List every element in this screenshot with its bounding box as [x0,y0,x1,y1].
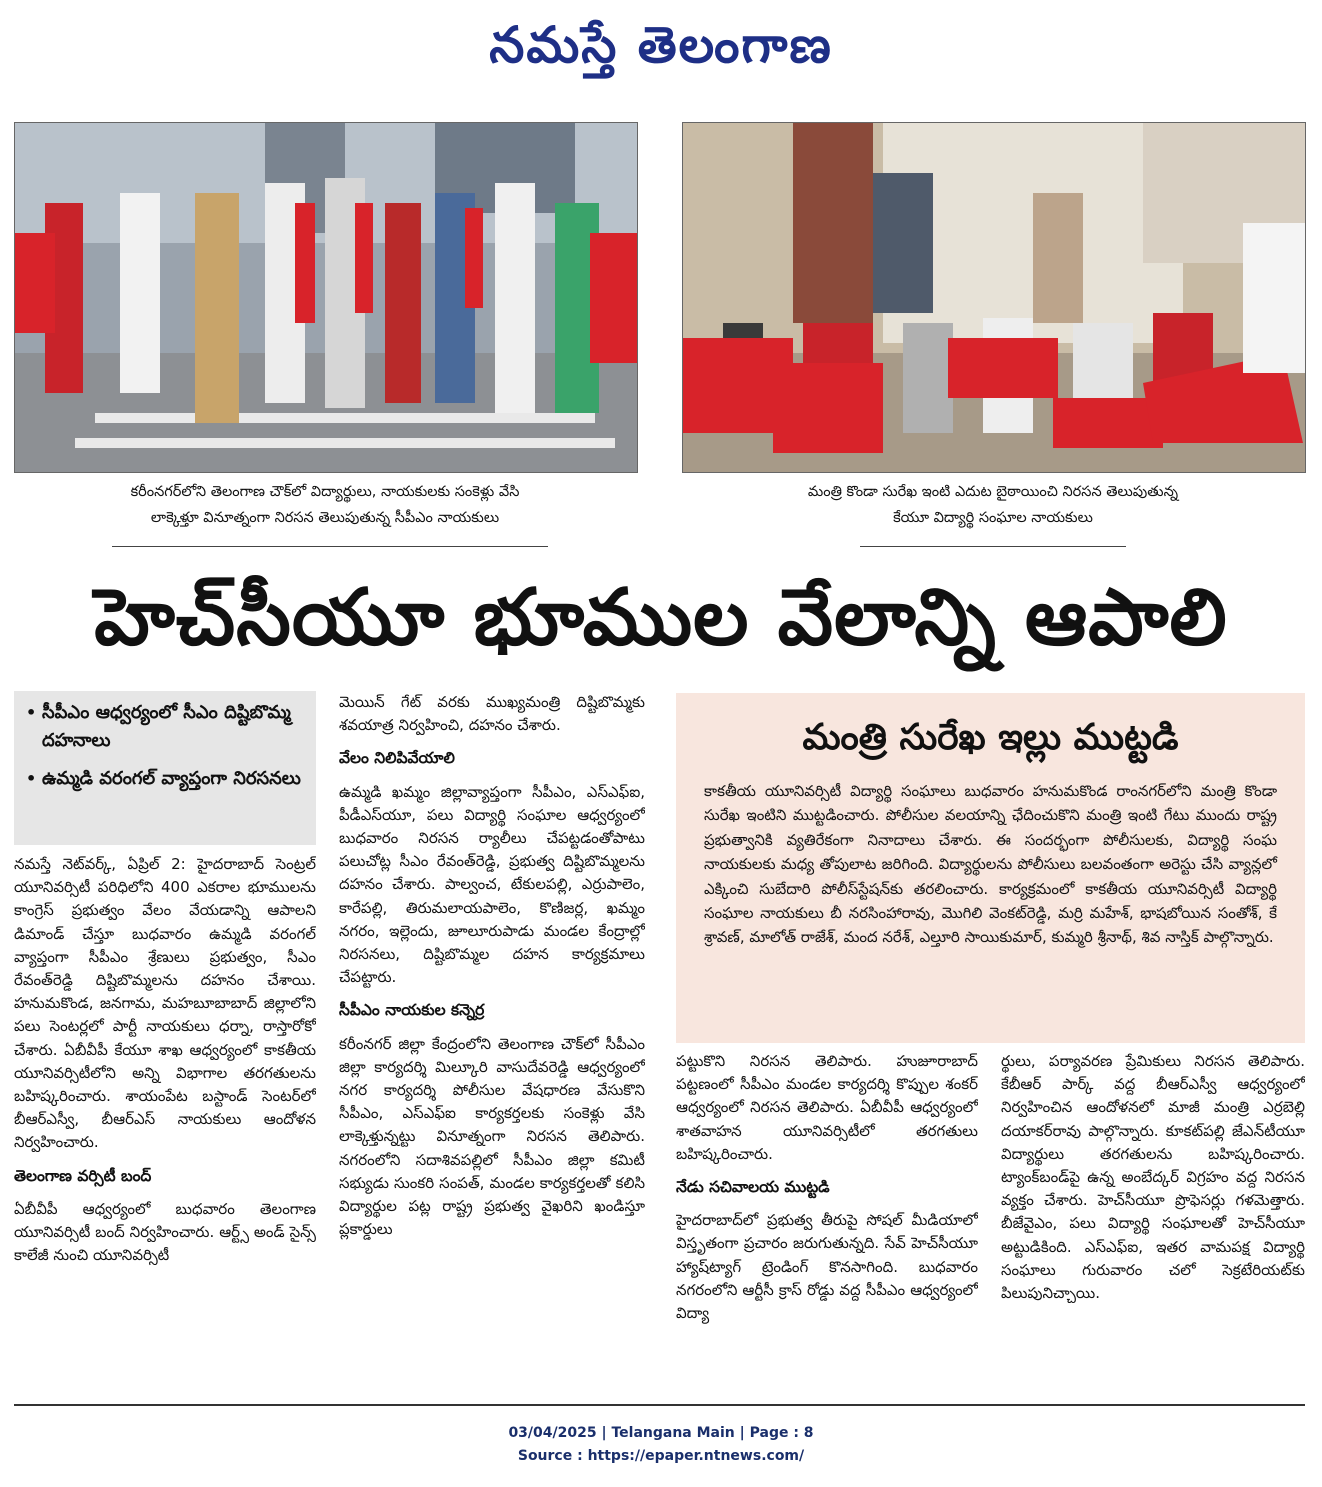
main-headline: హెచ్‌సీయూ భూముల వేలాన్ని ఆపాలి [94,573,1228,663]
subheading-stop-auction: వేలం నిలిపివేయాలి [339,749,455,768]
subheading-cpm-leaders-anger: సీపీఎం నాయకుల కన్నెర్ర [339,1001,485,1020]
caption-rule-right [860,546,1126,547]
sidebar-story-title: మంత్రి సురేఖ ఇల్లు ముట్టడి [802,717,1179,758]
column-3-paragraph-1: పట్టుకొని నిరసన తెలిపారు. హుజూరాబాద్ పట్టణంలో సీపీఎం మండల కార్యదర్శి కొప్పుల శంకర్ ఆధ్వర్యంలో నిరసన తెలిపారు. ఏబీవీపీ ఆధ్వర్యంలో శాతవాహన యూనివర్సిటీలో తరగతులు బహిష్కరించారు. [676,1052,978,1163]
subheading-telangana-varsity-bandh: తెలంగాణ వర్సిటీ బంద్ [14,1166,152,1185]
article-column-2 [339,691,645,1395]
highlight-text-2: ఉమ్మడి వరంగల్ వ్యాప్తంగా నిరసనలు [42,768,301,789]
caption-left-line1: కరీంనగర్‌లోని తెలంగాణ చౌక్‌లో విద్యార్థులు, నాయకులకు సంకెళ్లు వేసి [130,484,520,500]
article-column-1 [14,853,316,1395]
footer-date-page: 03/04/2025 | Telangana Main | Page : 8 [508,1425,814,1441]
subheading-secretariat-siege: నేడు సచివాలయ ముట్టడి [676,1178,830,1197]
column-2-paragraph-1: మెయిన్ గేట్ వరకు ముఖ్యమంత్రి దిష్టిబొమ్మకు శవయాత్ర నిర్వహించి, దహనం చేశారు. [339,693,645,735]
article-column-3 [676,1050,978,1395]
footer-source-link[interactable]: Source : https://epaper.ntnews.com/ [517,1448,805,1464]
caption-rule-left [112,546,548,547]
highlights-box [14,691,316,845]
protest-photo-left [14,122,638,473]
column-1-paragraph-1: నమస్తే నెట్‌వర్క్, ఏప్రిల్ 2: హైదరాబాద్ సెంట్రల్ యూనివర్సిటీ పరిధిలోని 400 ఎకరాల భూములను కాంగ్రెస్ ప్రభుత్వం వేలం వేయడాన్ని ఆపాలని డిమాండ్ చేస్తూ బుధవారం ఉమ్మడి వరంగల్ వ్యాప్తంగా సీపీఎం శ్రేణులు ప్రభుత్వం, సీఎం రేవంత్‌రెడ్డి దిష్టిబొమ్మలను దహనం చేశాయి. హనుమకొండ, జనగామ, మహబూబాబాద్ జిల్లాలోని పలు సెంటర్లలో పార్టీ నాయకులు ధర్నా, రాస్తారోకో చేశారు. ఏబీవీపీ కేయూ శాఖ ఆధ్వర్యంలో కాకతీయ యూనివర్సిటీలోని అన్ని విభాగాల తరగతులను బహిష్కరించారు. శాయంపేట బస్టాండ్ సెంటర్‌లో బీఆర్ఎస్వీ, బీఆర్ఎస్ నాయకులు ఆందోళన నిర్వహించారు. [14,855,316,1152]
column-2-paragraph-2: ఉమ్మడి ఖమ్మం జిల్లావ్యాప్తంగా సీపీఎం, ఎస్ఎఫ్ఐ, పీడీఎస్‌యూ, పలు విద్యార్థి సంఘాల ఆధ్వర్యంలో బుధవారం నిరసన ర్యాలీలు చేపట్టడంతోపాటు పలుచోట్ల సీఎం రేవంత్‌రెడ్డి, ప్రభుత్వ దిష్టిబొమ్మలను దహనం చేశారు. పాల్వంచ, టేకులపల్లి, ఎర్రుపాలెం, కారేపల్లి, తిరుమలాయపాలెం, కొణిజర్ల, ఖమ్మం నగరం, ఇల్లెందు, జూలూరుపాడు మండల కేంద్రాల్లో నిరసనలు, దిష్టిబొమ్మల దహన కార్యక్రమాలు చేపట్టారు. [339,782,645,987]
highlight-item-1 [26,699,304,755]
column-3-paragraph-2: హైదరాబాద్‌లో ప్రభుత్వ తీరుపై సోషల్ మీడియాలో విస్తృతంగా ప్రచారం జరుగుతున్నది. సేవ్ హెచ్‌సీయూ హ్యాష్‌ట్యాగ్ ట్రెండింగ్ కొనసాగింది. బుధవారం నగరంలోని ఆర్టీసీ క్రాస్ రోడ్డు వద్ద సీపీఎం ఆధ్వర్యంలో విద్యా [676,1211,978,1323]
caption-left-line2: లాక్కెళ్తూ వినూత్నంగా నిరసన తెలుపుతున్న సీపీఎం నాయకులు [150,510,500,526]
column-4-paragraph-1: ర్థులు, పర్యావరణ ప్రేమికులు నిరసన తెలిపారు. కేబీఆర్ పార్క్ వద్ద బీఆర్ఎస్వీ ఆధ్వర్యంలో నిర్వహించిన ఆందోళనలో మాజీ మంత్రి ఎర్రబెల్లి దయాకర్‌రావు పాల్గొన్నారు. కూకట్‌పల్లి జేఎన్‌టీయూ విద్యార్థులు తరగతులను బహిష్కరించారు. ట్యాంక్‌బండ్‌పై ఉన్న అంబేద్కర్ విగ్రహం వద్ద నిరసన వ్యక్తం చేశారు. హెచ్‌సీయూ ప్రొఫెసర్లు గళమెత్తారు. బీజేవైఎం, పలు విద్యార్థి సంఘాలతో హెచ్‌సీయూ అట్టుడికింది. ఎస్ఎఫ్ఐ, ఇతర వామపక్ష విద్యార్థి సంఘాలు గురువారం చలో సెక్రటేరియట్‌కు పిలుపునిచ్చాయి. [1001,1052,1305,1303]
sidebar-story-text: కాకతీయ యూనివర్సిటీ విద్యార్థి సంఘాలు బుధవారం హనుమకొండ రాంనగర్‌లోని మంత్రి కొండా సురేఖ ఇంటిని ముట్టడించారు. పోలీసుల వలయాన్ని ఛేదించుకొని మంత్రి ఇంటి గేటు ముందు రాష్ట్ర ప్రభుత్వానికి వ్యతిరేకంగా నినాదాలు చేశారు. ఈ సందర్భంగా పోలీసులకు, విద్యార్థి సంఘ నాయకులకు మధ్య తోపులాట జరిగింది. విద్యార్థులను పోలీసులు బలవంతంగా అరెస్టు చేసి వ్యాన్లలో ఎక్కించి సుబేదారి పోలీస్‌స్టేషన్‌కు తరలించారు. కార్యక్రమంలో కాకతీయ యూనివర్సిటీ విద్యార్థి సంఘాల నాయకులు బీ నరసింహారావు, మొగిలి వెంకట్‌రెడ్డి, మర్రి మహేశ్, భాషబోయిన సంతోశ్, కే శ్రావణ్, మాలోత్ రాజేశ్, మంద నరేశ్, ఎల్తూరి సాయికుమార్, కుమ్మరి శ్రీనాథ్, శివ నాస్తిక్ పాల్గొన్నారు. [704,782,1277,947]
masthead-logo: నమస్తే తెలంగాణ [489,15,833,74]
sidebar-story-box [676,693,1305,1043]
photo-caption-left [14,479,636,531]
protest-photo-right [682,122,1306,473]
column-1-paragraph-2: ఏబీవీపీ ఆధ్వర్యంలో బుధవారం తెలంగాణ యూనివర్సిటీ బంద్ నిర్వహించారు. ఆర్ట్స్ అండ్ సైన్స్ కాలేజీ నుంచి యూనివర్సిటీ [14,1199,316,1265]
footer-rule [14,1404,1305,1406]
column-2-paragraph-3: కరీంనగర్ జిల్లా కేంద్రంలోని తెలంగాణ చౌక్‌లో సీపీఎం జిల్లా కార్యదర్శి మిల్కూరి వాసుదేవరెడ్డి ఆధ్వర్యంలో నగర కార్యదర్శి పోలీసుల వేషధారణ వేసుకొని సీపీఎం, ఎస్ఎఫ్ఐ కార్యకర్తలకు సంకెళ్లు వేసి లాక్కెళ్తున్నట్టు వినూత్నంగా నిరసన తెలిపారు. నగరంలోని సదాశివపల్లిలో సీపీఎం జిల్లా కమిటీ సభ్యుడు సుంకరి సంపత్, మండల కార్యకర్తలతో కలిసి విద్యార్థుల పట్ల రాష్ట్ర ప్రభుత్వ వైఖరిని ఖండిస్తూ ప్లకార్డులు [339,1034,645,1239]
photo-caption-right [682,479,1304,531]
caption-right-line2: కేయూ విద్యార్థి సంఘాల నాయకులు [893,510,1093,526]
bullet-icon: • [26,769,37,788]
highlight-text-1: సీపీఎం ఆధ్వర్యంలో సీఎం దిష్టిబొమ్మ దహనాలు [42,702,291,751]
caption-right-line1: మంత్రి కొండా సురేఖ ఇంటి ఎదుట బైఠాయించి నిరసన తెలుపుతున్న [807,484,1179,500]
highlight-item-2 [26,765,304,793]
article-column-4 [1001,1050,1305,1395]
bullet-icon: • [26,703,37,722]
